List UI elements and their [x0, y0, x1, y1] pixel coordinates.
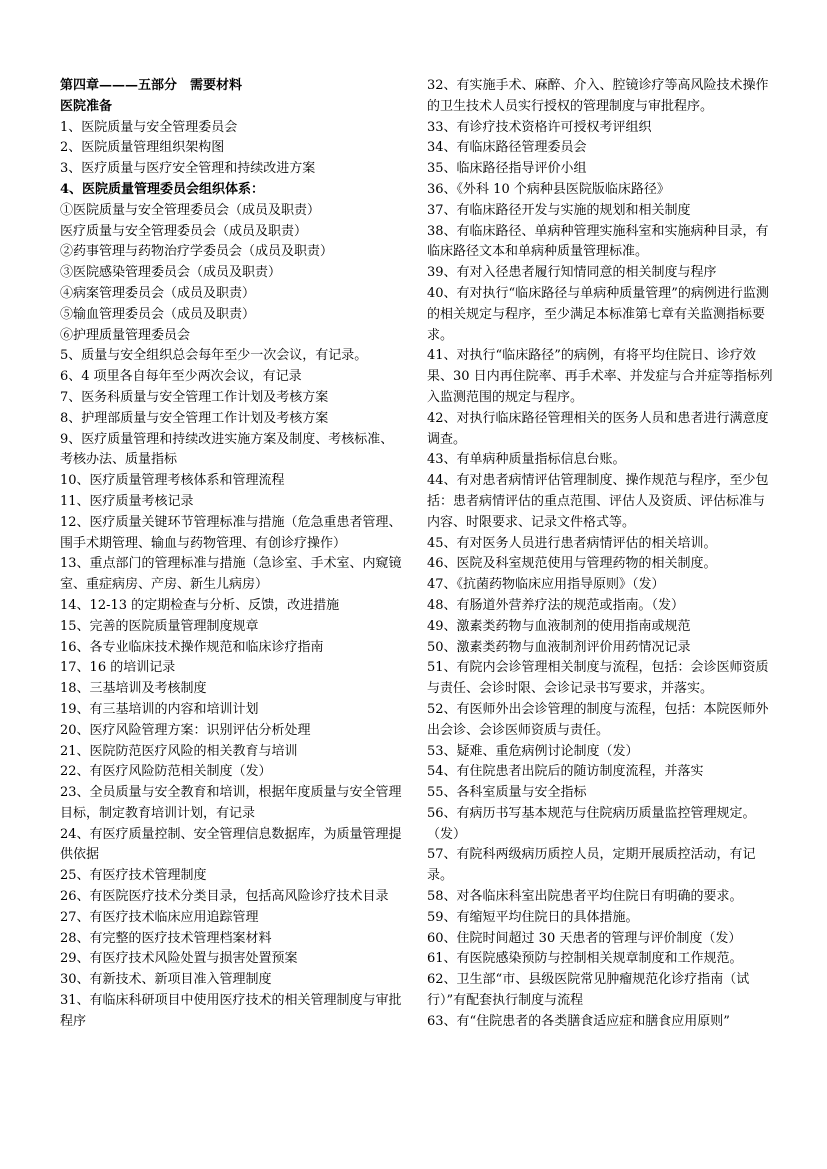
list-item: 18、三基培训及考核制度: [60, 681, 207, 697]
list-item: 27、有医疗技术临床应用追踪管理: [60, 909, 259, 925]
list-item: ②药事管理与药物治疗学委员会（成员及职责）: [60, 244, 334, 260]
section-heading: 第四章———五部分 需要材料: [60, 78, 243, 93]
list-item: 9、医疗质量管理和持续改进实施方案及制度、考核标准、考核办法、质量指标: [60, 431, 394, 468]
list-item: 37、有临床路径开发与实施的规划和相关制度: [427, 202, 691, 218]
list-item: 57、有院科两级病历质控人员，定期开展质控活动，有记录。: [427, 847, 756, 884]
list-item: 8、护理部质量与安全管理工作计划及考核方案: [60, 410, 329, 426]
list-item: 23、全员质量与安全教育和培训，根据年度质量与安全管理目标，制定教育培训计划，有记录: [60, 785, 402, 821]
list-item: 12、医疗质量关键环节管理标准与措施（危急重患者管理、围手术期管理、输血与药物管理、有创诊疗操作）: [60, 514, 402, 551]
list-item: 6、4 项里各自每年至少两次会议，有记录: [60, 369, 302, 385]
list-item: 51、有院内会诊管理相关制度与流程，包括：会诊医师资质与责任、会诊时限、会诊记录书写要求，并落实。: [427, 660, 769, 697]
list-item: 50、激素类药物与血液制剂评价用药情况记录: [427, 639, 691, 655]
list-item: 44、有对患者病情评估管理制度、操作规范与程序，至少包括：患者病情评估的重点范围、评估人及资质、评估标准与内容、时限要求、记录文件格式等。: [427, 473, 769, 530]
list-item: 5、质量与安全组织总会每年至少一次会议，有记录。: [60, 348, 368, 364]
list-item: 7、医务科质量与安全管理工作计划及考核方案: [60, 389, 329, 405]
list-item: 30、有新技术、新项目准入管理制度: [60, 972, 272, 988]
list-item: 25、有医疗技术管理制度: [60, 868, 207, 884]
list-item: 2、医院质量管理组织架构图: [60, 140, 225, 156]
list-item: 29、有医疗技术风险处置与损害处置预案: [60, 951, 298, 967]
list-item: ④病案管理委员会（成员及职责）: [60, 285, 256, 301]
list-item: 22、有医疗风险防范相关制度（发）: [60, 764, 272, 780]
list-item: 14、12-13 的定期检查与分析、反馈，改进措施: [60, 597, 340, 613]
list-item: 62、卫生部“市、县级医院常见肿瘤规范化诊疗指南（试行）”有配套执行制度与流程: [427, 972, 750, 1009]
list-item: 15、完善的医院质量管理制度规章: [60, 618, 259, 634]
list-item: 10、医疗质量管理考核体系和管理流程: [60, 473, 285, 489]
list-item: 35、临床路径指导评价小组: [427, 161, 587, 177]
list-item: 52、有医师外出会诊管理的制度与流程，包括：本院医师外出会诊、会诊医师资质与责任。: [427, 701, 769, 738]
list-item: 医疗质量与安全管理委员会（成员及职责）: [60, 223, 308, 239]
list-item: 39、有对入径患者履行知情同意的相关制度与程序: [427, 265, 717, 281]
section-heading: 4、医院质量管理委员会组织体系：: [60, 181, 265, 197]
list-item: 17、16 的培训记录: [60, 660, 176, 676]
list-item: 16、各专业临床技术操作规范和临床诊疗指南: [60, 639, 324, 655]
left-column: [60, 76, 404, 1033]
right-column: [427, 76, 773, 1033]
list-item: 41、对执行“临床路径”的病例，有将平均住院日、诊疗效果、30 日内再住院率、再手术率、并发症与合并症等指标列入监测范围的规定与程序。: [427, 348, 773, 405]
list-item: 60、住院时间超过 30 天患者的管理与评价制度（发）: [427, 930, 742, 946]
list-item: 46、医院及科室规范使用与管理药物的相关制度。: [427, 556, 717, 572]
list-item: 36、《外科 10 个病种县医院版临床路径》: [427, 181, 670, 197]
list-item: 3、医疗质量与医疗安全管理和持续改进方案: [60, 161, 316, 177]
list-item: 48、有肠道外营养疗法的规范或指南。（发）: [427, 597, 685, 613]
list-item: 33、有诊疗技术资格许可授权考评组织: [427, 119, 652, 135]
list-item: 38、有临床路径、单病种管理实施科室和实施病种目录，有临床路径文本和单病种质量管理标准。: [427, 223, 769, 260]
list-item: 49、激素类药物与血液制剂的使用指南或规范: [427, 618, 691, 634]
list-item: 61、有医院感染预防与控制相关规章制度和工作规范。: [427, 951, 743, 967]
list-item: 34、有临床路径管理委员会: [427, 140, 587, 156]
list-item: 19、有三基培训的内容和培训计划: [60, 701, 259, 717]
list-item: 53、疑难、重危病例讨论制度（发）: [427, 743, 639, 759]
list-item: 42、对执行临床路径管理相关的医务人员和患者进行满意度调查。: [427, 410, 769, 447]
list-item: 21、医院防范医疗风险的相关教育与培训: [60, 743, 298, 759]
list-item: 54、有住院患者出院后的随访制度流程，并落实: [427, 764, 704, 780]
list-item: 24、有医疗质量控制、安全管理信息数据库，为质量管理提供依据: [60, 826, 402, 863]
list-item: 40、有对执行“临床路径与单病种质量管理”的病例进行监测的相关规定与程序，至少满足本标准第七章有关监测指标要求。: [427, 285, 769, 343]
list-item: 20、医疗风险管理方案：识别评估分析处理: [60, 722, 311, 738]
list-item: 63、有“住院患者的各类膳食适应症和膳食应用原则”: [427, 1013, 730, 1029]
list-item: 13、重点部门的管理标准与措施（急诊室、手术室、内窥镜室、重症病房、产房、新生儿病房）: [60, 556, 402, 593]
list-item: ⑤输血管理委员会（成员及职责）: [60, 306, 256, 322]
list-item: 31、有临床科研项目中使用医疗技术的相关管理制度与审批程序: [60, 993, 402, 1029]
list-item: 32、有实施手术、麻醉、介入、腔镜诊疗等高风险技术操作的卫生技术人员实行授权的管理制度与审批程序。: [427, 78, 769, 114]
list-item: 28、有完整的医疗技术管理档案材料: [60, 930, 272, 946]
list-item: ⑥护理质量管理委员会: [60, 327, 191, 343]
list-item: 11、医疗质量考核记录: [60, 493, 194, 509]
list-item: 47、《抗菌药物临床应用指导原则》（发）: [427, 577, 665, 593]
list-item: 1、医院质量与安全管理委员会: [60, 119, 238, 135]
list-item: 59、有缩短平均住院日的具体措施。: [427, 909, 639, 925]
list-item: 56、有病历书写基本规范与住院病历质量监控管理规定。（发）: [427, 805, 756, 842]
list-item: 55、各科室质量与安全指标: [427, 785, 587, 801]
list-item: ①医院质量与安全管理委员会（成员及职责）: [60, 202, 321, 218]
list-item: ③医院感染管理委员会（成员及职责）: [60, 265, 282, 281]
list-item: 58、对各临床科室出院患者平均住院日有明确的要求。: [427, 889, 743, 905]
list-item: 43、有单病种质量指标信息台账。: [427, 452, 626, 468]
section-heading: 医院准备: [60, 98, 113, 114]
list-item: 26、有医院医疗技术分类目录，包括高风险诊疗技术目录: [60, 889, 389, 905]
list-item: 45、有对医务人员进行患者病情评估的相关培训。: [427, 535, 717, 551]
